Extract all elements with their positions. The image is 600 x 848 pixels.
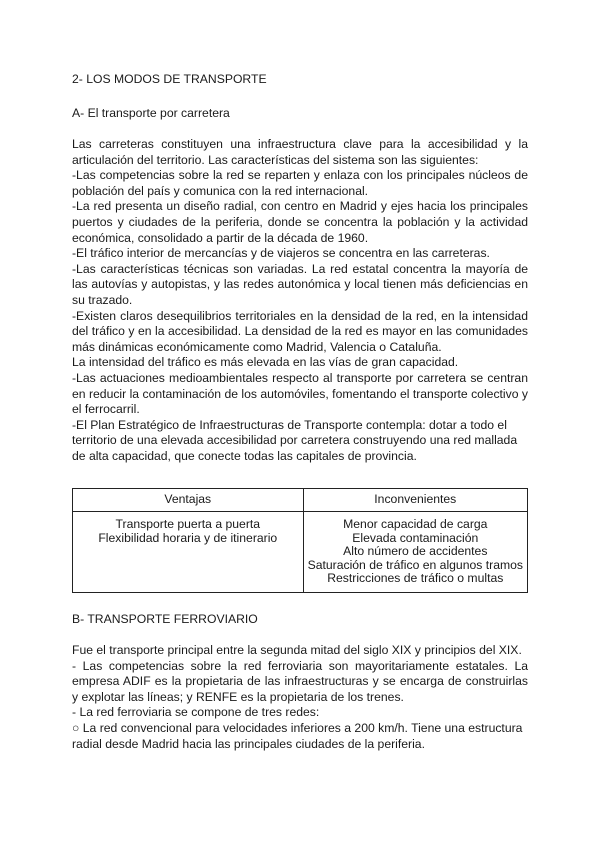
header-inconvenientes: Inconvenientes bbox=[303, 489, 527, 512]
subsection-b-title: B- TRANSPORTE FERROVIARIO bbox=[72, 612, 258, 626]
carretera-text-block bbox=[72, 137, 528, 464]
ferroviario-item-3: - La red ferroviaria se compone de tres redes: bbox=[72, 705, 320, 720]
ventajas-cell bbox=[73, 512, 304, 593]
carretera-item-2: -La red presenta un diseño radial, con centro en Madrid y ejes hacia los principales puertos y ciudades de la periferia, donde se concentra la población y la actividad económica, consolidado a partir de la década de 1960. bbox=[72, 199, 528, 245]
ventajas-inconvenientes-table bbox=[72, 488, 528, 593]
header-ventajas: Ventajas bbox=[73, 489, 304, 512]
table-row bbox=[73, 512, 528, 593]
ferroviario-item-2: - Las competencias sobre la red ferroviaria son mayoritariamente estatales. La empresa ADIF es la propietaria de las infraestructuras y se encarga de construirlas y explotar las líneas; y RENFE es la propietaria de los trenes. bbox=[72, 658, 528, 704]
carretera-item-6: La intensidad del tráfico es más elevada en las vías de gran capacidad. bbox=[72, 355, 459, 370]
ventaja-item: Flexibilidad horaria y de itinerario bbox=[98, 530, 278, 545]
carretera-item-3: -El tráfico interior de mercancías y de viajeros se concentra en las carreteras. bbox=[72, 246, 490, 261]
ferroviario-item-4: ○ La red convencional para velocidades inferiores a 200 km/h. Tiene una estructura radial desde Madrid hacia las principales ciudades de la periferia. bbox=[72, 720, 523, 751]
ferroviario-item-1: Fue el transporte principal entre la segunda mitad del siglo XIX y principios del XIX. bbox=[72, 643, 522, 657]
table-header-row bbox=[73, 489, 528, 512]
inconveniente-item: Saturación de tráfico en algunos tramos bbox=[307, 557, 523, 572]
carretera-item-4: -Las características técnicas son variadas. La red estatal concentra la mayoría de las autovías y autopistas, y las redes autonómica y local tienen más deficiencias en su trazado. bbox=[72, 261, 528, 307]
subsection-a-title: A- El transporte por carretera bbox=[72, 106, 230, 120]
ferroviario-text-block bbox=[72, 643, 528, 752]
carretera-item-8: -El Plan Estratégico de Infraestructuras de Transporte contempla: dotar a todo el territorio de una elevada accesibilidad por carretera construyendo una red mallada de alta capacidad, que conecte todas las capitales de provincia. bbox=[72, 417, 518, 463]
inconveniente-item: Alto número de accidentes bbox=[343, 544, 488, 559]
inconveniente-item: Elevada contaminación bbox=[352, 530, 479, 545]
ventaja-item: Transporte puerta a puerta bbox=[115, 517, 261, 531]
intro-paragraph: Las carreteras constituyen una infraestructura clave para la accesibilidad y la articulación del territorio. Las características del sistema son las siguientes: bbox=[72, 137, 528, 167]
inconveniente-item: Menor capacidad de carga bbox=[343, 517, 488, 531]
inconveniente-item: Restricciones de tráfico o multas bbox=[327, 571, 504, 586]
section-title: 2- LOS MODOS DE TRANSPORTE bbox=[72, 72, 267, 86]
carretera-item-5: -Existen claros desequilibrios territoriales en la densidad de la red, en la intensidad del tráfico y en la accesibilidad. La densidad de la red es mayor en las comunidades más dinámicas económicamente como Madrid, Valencia o Cataluña. bbox=[72, 308, 528, 354]
carretera-item-1: -Las competencias sobre la red se reparten y enlaza con los principales núcleos de población del país y comunica con la red internacional. bbox=[72, 168, 528, 198]
inconvenientes-cell bbox=[303, 512, 527, 593]
carretera-item-7: -Las actuaciones medioambientales respecto al transporte por carretera se centran en reducir la contaminación de los automóviles, fomentando el transporte colectivo y el ferrocarril. bbox=[72, 370, 528, 417]
